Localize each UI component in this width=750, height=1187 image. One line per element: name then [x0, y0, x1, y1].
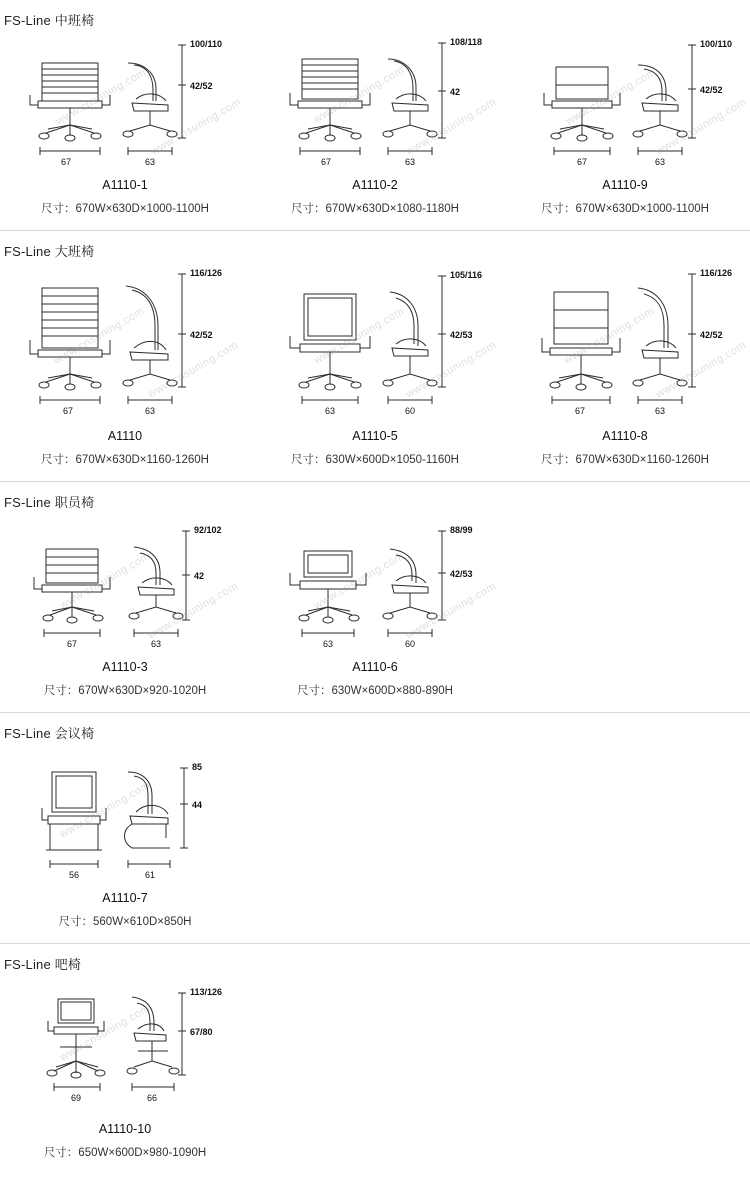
dimensions-label: 尺寸：650W×600D×980-1090H [43, 1147, 207, 1159]
dim-width-side: 63 [654, 406, 666, 416]
product-cell[interactable] [0, 33, 250, 216]
dim-width-side: 63 [144, 406, 156, 416]
dimensions-label: 尺寸：670W×630D×920-1020H [43, 685, 207, 697]
product-cell[interactable] [0, 515, 250, 698]
model-label: A1110-1 [102, 178, 148, 192]
dim-height-seat: 42/52 [700, 85, 723, 95]
dim-width-front: 67 [62, 406, 74, 416]
dim-width-side: 60 [404, 639, 416, 649]
watermark: www.cnsuning.com [145, 580, 241, 642]
dim-width-front: 67 [60, 157, 72, 167]
dim-height-top: 108/118 [450, 37, 483, 47]
model-label: A1110-9 [602, 178, 648, 192]
dim-height-seat: 42/53 [450, 330, 473, 340]
dimensions-label: 尺寸：560W×610D×850H [58, 916, 192, 928]
dim-height-top: 88/99 [450, 525, 473, 535]
dim-width-side: 63 [654, 157, 666, 167]
model-label: A1110 [107, 429, 143, 443]
dim-height-top: 85 [192, 762, 203, 772]
watermark: www.cnsuning.com [51, 305, 147, 367]
product-row [0, 264, 750, 467]
dimensions-label: 尺寸：630W×600D×880-890H [297, 685, 453, 697]
watermark: www.cnsuning.com [53, 66, 149, 128]
watermark: www.cnsuning.com [148, 96, 244, 158]
dim-height-top: 92/102 [194, 525, 222, 535]
section-title: FS-Line 职员椅 [4, 495, 95, 510]
dim-width-side: 60 [404, 406, 416, 416]
product-cell[interactable] [250, 33, 500, 216]
dim-width-side: 63 [404, 157, 416, 167]
watermark: www.cnsuning.com [311, 550, 407, 612]
dimensions-label: 尺寸：670W×630D×1160-1260H [541, 454, 709, 466]
product-row [0, 515, 750, 698]
watermark: www.cnsuning.com [653, 96, 749, 158]
chair-drawing [260, 33, 499, 168]
model-label: A1110-10 [98, 1122, 152, 1136]
chair-drawing [10, 977, 240, 1112]
watermark: www.cnsuning.com [57, 779, 153, 841]
dim-width-front: 67 [574, 406, 586, 416]
model-label: A1110-2 [352, 178, 398, 192]
dim-width-front: 63 [324, 406, 336, 416]
chair-drawing [260, 515, 499, 650]
dim-width-front: 67 [320, 157, 332, 167]
dim-width-front: 67 [576, 157, 588, 167]
watermark: www.cnsuning.com [145, 339, 241, 401]
dim-height-top: 116/126 [700, 268, 733, 278]
model-label: A1110-7 [102, 891, 148, 905]
dimensions-label: 尺寸：670W×630D×1160-1260H [41, 454, 209, 466]
chair-drawing [10, 515, 240, 650]
section-bar-chairs [0, 944, 750, 1174]
product-row [0, 33, 750, 216]
dim-height-seat: 42/52 [190, 330, 213, 340]
section-executive-chairs [0, 231, 750, 482]
dim-width-side: 63 [144, 157, 156, 167]
dim-height-seat: 42/53 [450, 569, 473, 579]
dim-height-seat: 67/80 [190, 1027, 213, 1037]
product-row [0, 746, 750, 929]
model-label: A1110-3 [102, 660, 148, 674]
model-label: A1110-5 [352, 429, 398, 443]
dim-width-side: 63 [150, 639, 162, 649]
watermark: www.cnsuning.com [311, 64, 407, 126]
dim-height-seat: 42/52 [700, 330, 723, 340]
dim-height-seat: 42/52 [190, 81, 213, 91]
dim-width-side: 61 [144, 870, 156, 880]
product-cell[interactable] [0, 264, 250, 467]
product-cell[interactable] [250, 515, 500, 698]
dim-height-seat: 44 [192, 800, 203, 810]
dim-width-front: 56 [68, 870, 80, 880]
section-title: FS-Line 吧椅 [4, 957, 82, 972]
product-cell[interactable] [500, 264, 750, 467]
dim-height-top: 100/110 [190, 39, 223, 49]
dim-height-top: 113/126 [190, 987, 223, 997]
chair-drawing [510, 33, 749, 168]
dim-width-front: 63 [322, 639, 334, 649]
watermark: www.cnsuning.com [561, 305, 657, 367]
dim-width-side: 66 [146, 1093, 158, 1103]
dim-width-front: 67 [66, 639, 78, 649]
dim-height-seat: 42 [450, 87, 461, 97]
product-cell[interactable] [0, 977, 250, 1160]
dimensions-label: 尺寸：670W×630D×1000-1100H [541, 203, 709, 215]
dim-width-front: 69 [70, 1093, 82, 1103]
watermark: www.cnsuning.com [311, 305, 407, 367]
watermark: www.cnsuning.com [653, 339, 749, 401]
section-title: FS-Line 中班椅 [4, 13, 95, 28]
dim-height-seat: 42 [194, 571, 205, 581]
dim-height-top: 100/110 [700, 39, 733, 49]
chair-drawing [510, 264, 749, 419]
product-cell[interactable] [500, 33, 750, 216]
dimensions-label: 尺寸：630W×600D×1050-1160H [291, 454, 459, 466]
product-row [0, 977, 750, 1160]
dimensions-label: 尺寸：670W×630D×1000-1100H [41, 203, 209, 215]
product-cell[interactable] [250, 264, 500, 467]
model-label: A1110-6 [352, 660, 398, 674]
chair-drawing [10, 746, 240, 881]
section-mid-back-chairs [0, 0, 750, 231]
chair-drawing [10, 33, 244, 168]
model-label: A1110-8 [602, 429, 648, 443]
dim-height-top: 105/116 [450, 270, 483, 280]
dim-height-top: 116/126 [190, 268, 223, 278]
watermark: www.cnsuning.com [563, 66, 659, 128]
watermark: www.cnsuning.com [403, 580, 499, 642]
watermark: www.cnsuning.com [57, 1002, 153, 1064]
dimensions-label: 尺寸：670W×630D×1080-1180H [291, 203, 459, 215]
section-staff-chairs [0, 482, 750, 713]
section-title: FS-Line 大班椅 [4, 244, 95, 259]
watermark: www.cnsuning.com [57, 550, 153, 612]
section-title: FS-Line 会议椅 [4, 726, 95, 741]
watermark: www.cnsuning.com [403, 339, 499, 401]
watermark: www.cnsuning.com [403, 96, 499, 158]
chair-drawing [10, 264, 240, 419]
chair-drawing [260, 264, 499, 419]
section-meeting-chairs [0, 713, 750, 944]
product-cell[interactable] [0, 746, 250, 929]
